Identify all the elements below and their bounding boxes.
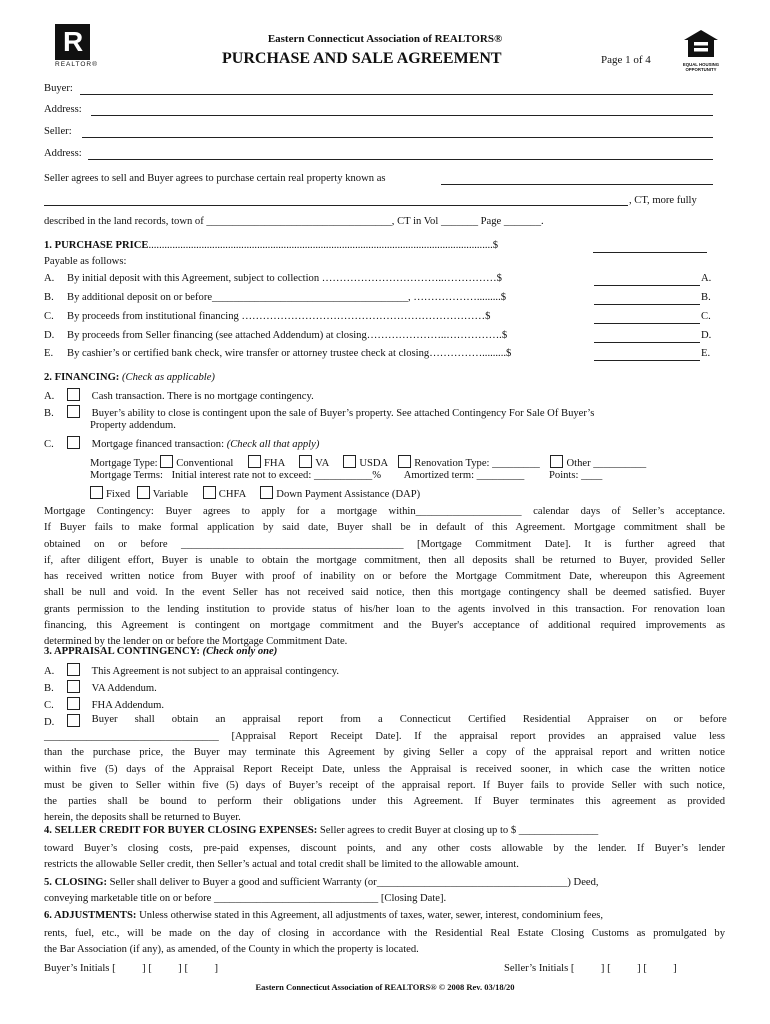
closing-heading: 5. CLOSING: [44, 877, 107, 888]
variable-checkbox[interactable] [137, 486, 150, 499]
no-appraisal-checkbox[interactable] [67, 663, 80, 676]
payment-row-b: B. By additional deposit on or before_____________________________________, ……………….........$ [44, 292, 507, 303]
appraisal-option-a: A. This Agreement is not subject to an appraisal contingency. [44, 663, 339, 677]
equal-housing-logo [682, 29, 720, 72]
financing-option-c: C. Mortgage financed transaction: (Check all that apply) [44, 436, 319, 450]
va-checkbox[interactable] [299, 455, 312, 468]
other-type-checkbox[interactable] [550, 455, 563, 468]
page-number: Page 1 of 4 [601, 54, 651, 66]
financing-option-b-cont: Property addendum. [90, 420, 176, 431]
appraisal-report-checkbox[interactable] [67, 714, 80, 727]
closing-row: 5. CLOSING: Seller shall deliver to Buyer a good and sufficient Warranty (or____________________________________) Deed, [44, 877, 599, 888]
payment-suffix-b: B. [701, 292, 711, 303]
closing-line-2: conveying marketable title on or before _______________________________ [Closing Date]. [44, 893, 447, 904]
purchase-price-dots: ..................................................................................................................................$ [148, 240, 499, 251]
appraisal-option-d: D. Buyer shall obtain an appraisal report from a Connecticut Certified Residential Appraiser on or before [44, 714, 727, 728]
purchase-price-row [44, 240, 498, 251]
payment-suffix-e: E. [701, 348, 711, 359]
buyer-label: Buyer: [44, 83, 73, 94]
payment-row-c: C. By proceeds from institutional financing ……………………………………………………………$ [44, 311, 491, 322]
appraisal-paragraph: _________________________________ [Appraisal Report Receipt Date]. If the appraisal report provides an appraised value less than the purchase price, the Buyer may terminate this Agreement by giving Seller a copy of the appraisal report and written notice within five (5) days of the Appraisal Report Receipt Date, unless the Appraisal is received sooner, in which case the written notice must be given to Seller within five (5) days of Buyer’s receipt of the appraisal report. If Buyer fails to provide Seller with such notice, the parties shall be bound to perform their obligations under this Agreement. If Buyer terminates this agreement as provided herein, the deposits shall be returned to Buyer. [44, 731, 725, 824]
usda-checkbox[interactable] [343, 455, 356, 468]
dap-checkbox[interactable] [260, 486, 273, 499]
fha-addendum-checkbox[interactable] [67, 697, 80, 710]
seller-label: Seller: [44, 126, 72, 137]
chfa-checkbox[interactable] [203, 486, 216, 499]
intro-line-2-end: , CT, more fully [629, 195, 697, 206]
page-title: PURCHASE AND SALE AGREEMENT [222, 50, 502, 67]
intro-line-1: Seller agrees to sell and Buyer agrees to purchase certain real property known as [44, 173, 386, 184]
seller-credit-row: 4. SELLER CREDIT FOR BUYER CLOSING EXPENSES: Seller agrees to credit Buyer at closing up to $ _______________ [44, 825, 599, 836]
appraisal-option-c: C. FHA Addendum. [44, 697, 164, 711]
adjustments-paragraph: rents, fuel, etc., will be made on the day of closing in accordance with the Residential Real Estate Closing Customs as promulgated by the Bar Association (if any), as amended, of the County in which the property is located. [44, 928, 725, 956]
seller-credit-heading: 4. SELLER CREDIT FOR BUYER CLOSING EXPENSES: [44, 825, 318, 836]
association-name: Eastern Connecticut Association of REALTORS® [267, 33, 503, 45]
appraisal-option-b: B. VA Addendum. [44, 680, 157, 694]
appraisal-note: (Check only one) [202, 646, 278, 657]
renovation-checkbox[interactable] [398, 455, 411, 468]
payment-field-a[interactable] [594, 285, 700, 286]
intro-line-3: described in the land records, town of ___________________________________, CT in Vol _______ Page _______. [44, 216, 544, 227]
payment-suffix-d: D. [701, 330, 712, 341]
payment-suffix-c: C. [701, 311, 711, 322]
payment-suffix-a: A. [701, 273, 712, 284]
buyer-field[interactable] [80, 94, 713, 95]
eho-text: EQUAL HOUSING OPPORTUNITY [682, 62, 720, 72]
financing-heading: 2. FINANCING: [44, 372, 120, 383]
mortgage-type-row: Mortgage Type: Conventional FHA VA USDA Renovation Type: _________ Other __________ [90, 455, 646, 469]
seller-address-field[interactable] [88, 159, 713, 160]
rate-type-row: Fixed Variable CHFA Down Payment Assistance (DAP) [90, 486, 420, 500]
payment-field-b[interactable] [594, 304, 700, 305]
equal-housing-icon [682, 29, 720, 59]
buyer-address-field[interactable] [91, 115, 713, 116]
seller-field[interactable] [82, 137, 713, 138]
fha-checkbox[interactable] [248, 455, 261, 468]
property-field-2[interactable] [44, 205, 628, 206]
realtor-logo-text: REALTOR® [55, 61, 98, 68]
payable-label: Payable as follows: [44, 256, 127, 267]
financing-note: (Check as applicable) [122, 372, 215, 383]
fixed-checkbox[interactable] [90, 486, 103, 499]
conventional-checkbox[interactable] [160, 455, 173, 468]
buyer-address-label: Address: [44, 104, 82, 115]
property-field[interactable] [441, 184, 713, 185]
cash-checkbox[interactable] [67, 388, 80, 401]
footer-copyright: Eastern Connecticut Association of REALTORS® © 2008 Rev. 03/18/20 [255, 982, 515, 992]
purchase-price-field[interactable] [593, 252, 707, 253]
appraisal-heading: 3. APPRAISAL CONTINGENCY: [44, 646, 200, 657]
appraisal-heading-row [44, 646, 277, 657]
payment-row-a: A. By initial deposit with this Agreement, subject to collection ……………………………..……………$ [44, 273, 502, 284]
buyer-initials[interactable]: Buyer’s Initials [ ] [ ] [ ] [44, 963, 218, 974]
seller-credit-paragraph: toward Buyer’s closing costs, pre-paid expenses, discount points, and any other costs allowable by the lender. If Buyer’s lender restricts the allowable Seller credit, then Seller’s actual and total credit shall be limited to the allowable amount. [44, 843, 725, 871]
payment-row-e: E. By cashier’s or certified bank check, wire transfer or attorney trustee check at closing…………….........$ [44, 348, 512, 359]
payment-field-d[interactable] [594, 342, 700, 343]
purchase-price-heading: 1. PURCHASE PRICE [44, 240, 149, 251]
adjustments-row: 6. ADJUSTMENTS: Unless otherwise stated in this Agreement, all adjustments of taxes, water, sewer, interest, condominium fees, [44, 910, 604, 921]
realtor-r-icon: R [63, 26, 84, 57]
payment-field-c[interactable] [594, 323, 700, 324]
va-addendum-checkbox[interactable] [67, 680, 80, 693]
financing-option-a: A. Cash transaction. There is no mortgage contingency. [44, 388, 314, 402]
seller-address-label: Address: [44, 148, 82, 159]
sale-contingency-checkbox[interactable] [67, 405, 80, 418]
adjustments-heading: 6. ADJUSTMENTS: [44, 910, 137, 921]
financing-option-b: B. Buyer’s ability to close is contingent upon the sale of Buyer’s property. See attached Contingency For Sale Of Buyer’s [44, 405, 594, 419]
payment-field-e[interactable] [594, 360, 700, 361]
mortgage-financed-checkbox[interactable] [67, 436, 80, 449]
seller-initials[interactable]: Seller’s Initials [ ] [ ] [ ] [504, 963, 677, 974]
mortgage-terms-row: Mortgage Terms: Initial interest rate not to exceed: ___________% Amortized term: _________ Points: ____ [90, 470, 603, 481]
mortgage-contingency-paragraph: Mortgage Contingency: Buyer agrees to apply for a mortgage within____________________ calendar days of Seller’s acceptance. If Buyer fails to make formal application by said date, Buyer shall be in default of this Agreement. Mortgage commitment shall be obtained on or before __________________________________________ [Mortgage Commitment Date]. It is further agreed that if, after diligent effort, Buyer is unable to obtain the mortgage commitment, then all deposits shall be returned to Buyer, provided Seller has received written notice from Buyer with proof of inability on or before the Mortgage Commitment Date, whereupon this Agreement shall be null and void. In the event Seller has not received said notice, then this mortgage contingency shall be deemed satisfied. Buyer grants permission to the lending institution to provide status of his/her loan to the agents involved in this transaction. For renovation loan financing, this Agreement is contingent on mortgage commitment and the Buyer's acceptance of additional required improvements as determined by the lender on or before the Mortgage Commitment Date. [44, 506, 725, 648]
payment-row-d: D. By proceeds from Seller financing (see attached Addendum) at closing…………………..…………….$ [44, 330, 508, 341]
financing-heading-row [44, 372, 215, 383]
